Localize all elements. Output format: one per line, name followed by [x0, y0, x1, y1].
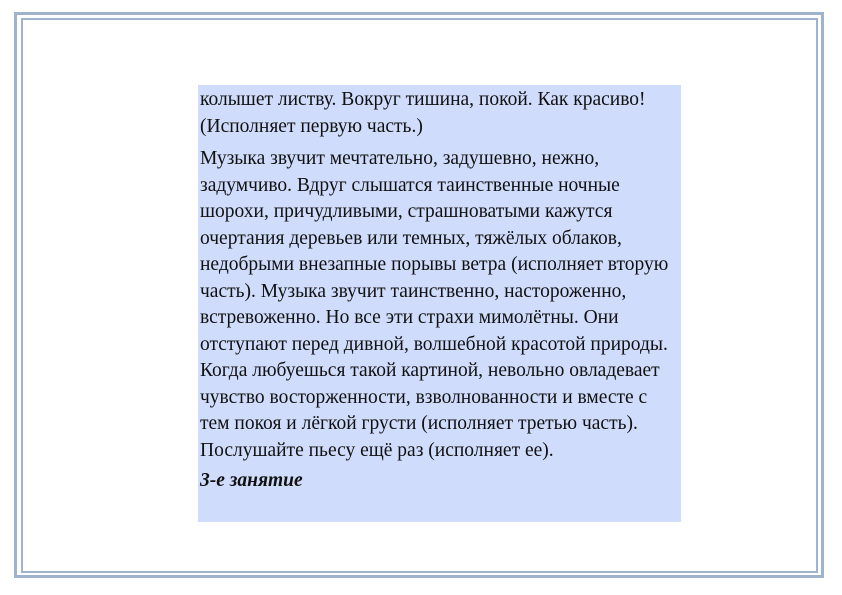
- paragraph-intro: колышет листву. Вокруг тишина, покой. Как красиво! (Исполняет первую часть.): [200, 89, 646, 137]
- paragraph-music-description: Музыка звучит мечтательно, задушевно, нежно, задумчиво. Вдруг слышатся таинственные ночные шорохи, причудливыми, страшноватыми кажутся очертания деревьев или темных, тяжёлых облаков, недобрыми внезапные порывы ветра (исполняет вторую часть). Музыка звучит таинственно, настороженно, встревоженно. Но все эти страхи мимолётны. Они отступают перед дивной, волшебной красотой природы. Когда любуешься такой картиной, невольно овладевает чувство восторженности, взволнованности и вместе с тем покоя и лёгкой грусти (исполняет третью часть). Послушайте пьесу ещё раз (исполняет ее).: [200, 148, 669, 461]
- text-block: [198, 85, 681, 522]
- lesson-heading: 3-е занятие: [200, 470, 303, 491]
